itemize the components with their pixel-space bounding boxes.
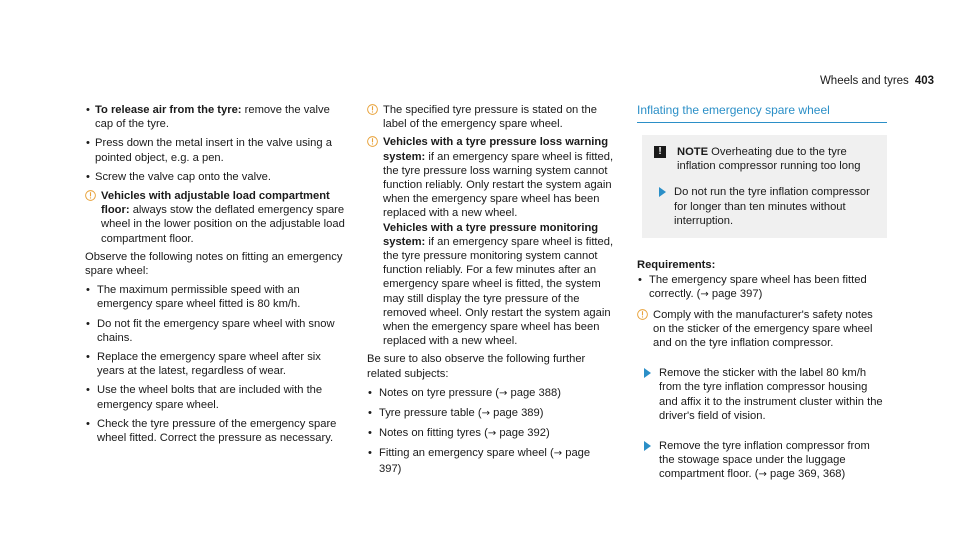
page-link[interactable]: page 392 [499,427,546,440]
note-box [642,135,887,238]
section-name: Wheels and tyres [819,75,909,87]
tip-note: The specified tyre pressure is stated on the label of the emergency spare wheel. [367,103,615,131]
list-item[interactable]: • Notes on fitting tyres (→ page 392) [367,426,615,441]
info-icon [85,190,96,201]
list-item[interactable]: • Notes on tyre pressure (→ page 388) [367,386,615,401]
page-link[interactable]: page 389 [493,407,540,420]
arrow-right-icon: → [499,387,508,399]
list-item: • Check the tyre pressure of the emergency spare wheel fitted. Correct the pressure as necessary. [85,417,347,445]
note-step: Do not run the tyre inflation compressor for longer than ten minutes without interruption. [652,185,877,228]
steps-list [85,103,347,184]
list-item: • Use the wheel bolts that are included with the emergency spare wheel. [85,383,347,411]
column-left [85,103,347,450]
notes-list [85,283,347,445]
requirements-title: Requirements: [637,259,716,272]
tip-note: Vehicles with a tyre pressure loss warning system: if an emergency spare wheel is fitted, the tyre pressure loss warning system cannot function reliably. Only restart the system again when the emergency spare wheel has been replaced with a new wheel. Vehicles with a tyre pressure monitoring system: if an emergency spare wheel is fitted, the tyre pressure monitoring system cannot function reliably. For a few minutes after an emergency spare wheel is fitted, the system may still display the tyre pressure of the removed wheel. Only restart the system again when the emergency spare wheel has been replaced with a new wheel. [367,135,615,348]
page-link[interactable]: page 397 [379,447,591,475]
list-item: • Screw the valve cap onto the valve. [85,170,347,184]
page-link[interactable]: page 397 [711,288,759,301]
requirements-list [637,273,887,302]
arrow-right-icon: → [700,289,709,301]
page-header [820,74,934,88]
column-right [637,103,887,483]
tip-note: Vehicles with adjustable load compartment floor: always stow the deflated emergency spare wheel in the lower position on the adjustable load compartment floor. [85,189,347,246]
page-number: 403 [914,75,934,87]
step-arrow-icon [644,368,651,378]
paragraph: Be sure to also observe the following further related subjects: [367,353,586,380]
divider [637,122,887,123]
info-icon [367,136,378,147]
list-item: • Do not fit the emergency spare wheel with snow chains. [85,317,347,345]
arrow-right-icon: → [758,469,767,481]
related-links-list [367,386,615,476]
list-item: • Press down the metal insert in the valve using a pointed object, e.g. a pen. [85,136,347,164]
arrow-right-icon: → [487,428,497,440]
list-item: • The maximum permissible speed with an emergency spare wheel fitted is 80 km/h. [85,283,347,311]
step-arrow-icon [659,187,666,197]
info-icon [367,104,378,115]
note-header: ! NOTE Overheating due to the tyre inflation compressor running too long [652,145,877,173]
list-item[interactable]: • Tyre pressure table (→ page 389) [367,406,615,421]
list-item: • The emergency spare wheel has been fitted correctly. (→ page 397) [637,273,887,302]
paragraph: Observe the following notes on fitting an emergency spare wheel: [85,250,343,278]
info-icon [637,309,648,320]
tip-note: Comply with the manufacturer's safety notes on the sticker of the emergency spare wheel and on the tyre inflation compressor. [637,308,887,351]
instruction-step: Remove the tyre inflation compressor from the stowage space under the luggage compartment floor. (→ page 369, 368) [637,439,887,483]
list-item[interactable]: • Fitting an emergency spare wheel (→ page 397) [367,446,615,475]
list-item: • Replace the emergency spare wheel after six years at the latest, regardless of wear. [85,350,347,378]
section-title: Inflating the emergency spare wheel [637,103,830,117]
warning-icon: ! [654,146,666,158]
list-item: • To release air from the tyre: remove the valve cap of the tyre. [85,103,347,131]
step-arrow-icon [644,441,651,451]
instruction-step: Remove the sticker with the label 80 km/h from the tyre inflation compressor housing and affix it to the instrument cluster within the driver's field of vision. [637,366,887,423]
arrow-right-icon: → [481,408,490,420]
page-link[interactable]: page 369, 368 [769,468,842,481]
note-label: NOTE [677,146,709,158]
column-middle [367,103,615,481]
page-link[interactable]: page 388 [510,386,558,399]
arrow-right-icon: → [553,448,563,460]
